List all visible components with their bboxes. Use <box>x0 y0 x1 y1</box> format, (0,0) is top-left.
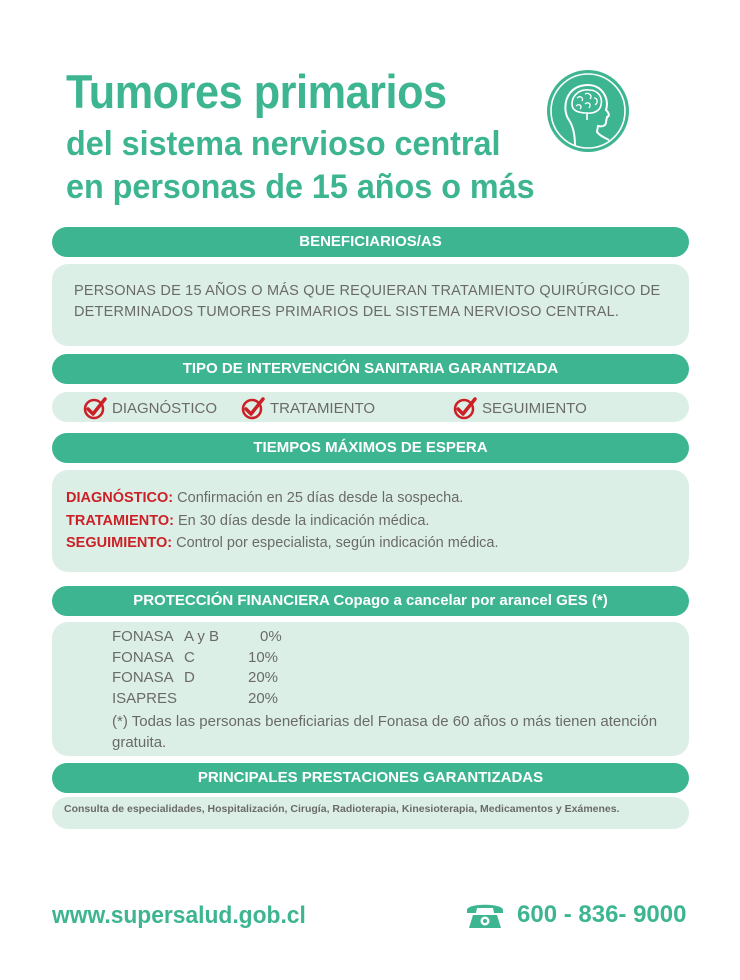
tiempos-line-tratamiento <box>66 513 429 529</box>
proteccion-row-group: C <box>184 649 195 666</box>
proteccion-row-value: 20% <box>248 669 279 686</box>
tiempos-label: SEGUIMIENTO: <box>66 535 173 551</box>
intervencion-item-label: DIAGNÓSTICO <box>112 399 218 417</box>
red-check-icon <box>240 395 266 421</box>
proteccion-row-name: FONASA <box>112 649 174 666</box>
intervencion-item-label: TRATAMIENTO <box>270 399 375 417</box>
proteccion-row-name: FONASA <box>112 628 174 645</box>
proteccion-row-value: 0% <box>260 628 282 645</box>
intervencion-item-diagnostico <box>82 395 217 421</box>
proteccion-row-group: A y B <box>184 628 220 645</box>
tiempos-text: Control por especialista, según indicación médica. <box>172 535 499 551</box>
tiempos-label: TRATAMIENTO: <box>66 513 174 529</box>
tiempos-text: Confirmación en 25 días desde la sospecha. <box>173 490 464 506</box>
tiempos-line-seguimiento <box>66 535 499 551</box>
red-check-icon <box>452 395 478 421</box>
website-link[interactable]: www.supersalud.gob.cl <box>52 902 306 929</box>
proteccion-row-name: FONASA <box>112 669 174 686</box>
red-check-icon <box>82 395 108 421</box>
proteccion-heading: PROTECCIÓN FINANCIERA Copago a cancelar por arancel GES (*) <box>52 586 689 616</box>
prestaciones-heading: PRINCIPALES PRESTACIONES GARANTIZADAS <box>52 763 689 793</box>
intervencion-item-seguimiento <box>452 395 587 421</box>
intervencion-heading: TIPO DE INTERVENCIÓN SANITARIA GARANTIZADA <box>52 354 689 384</box>
phone-contact[interactable] <box>465 900 686 930</box>
intervencion-item-tratamiento <box>240 395 375 421</box>
beneficiarios-text: PERSONAS DE 15 AÑOS O MÁS QUE REQUIERAN TRATAMIENTO QUIRÚRGICO DE DETERMINADOS TUMORES PRIMARIOS DEL SISTEMA NERVIOSO CENTRAL. <box>74 283 661 320</box>
proteccion-row-value: 20% <box>248 690 279 707</box>
prestaciones-text: Consulta de especialidades, Hospitalización, Cirugía, Radioterapia, Kinesioterapia, Medicamentos y Exámenes. <box>64 803 620 815</box>
beneficiarios-heading: BENEFICIARIOS/AS <box>52 227 689 257</box>
page-title: Tumores primarios <box>66 65 447 118</box>
telephone-icon <box>465 900 505 930</box>
proteccion-row-group: D <box>184 669 195 686</box>
tiempos-text: En 30 días desde la indicación médica. <box>173 513 430 529</box>
tiempos-heading: TIEMPOS MÁXIMOS DE ESPERA <box>52 433 689 463</box>
phone-number: 600 - 836- 9000 <box>517 901 687 928</box>
intervencion-item-label: SEGUIMIENTO <box>482 399 587 417</box>
proteccion-note: (*) Todas las personas beneficiarias del Fonasa de 60 años o más tienen atención gratuita. <box>112 713 658 751</box>
proteccion-row-name: ISAPRES <box>112 690 178 707</box>
tiempos-label: DIAGNÓSTICO: <box>66 490 174 506</box>
tiempos-line-diagnostico <box>66 490 463 506</box>
page-subtitle-line2: en personas de 15 años o más <box>66 168 535 206</box>
page-subtitle-line1: del sistema nervioso central <box>66 125 501 163</box>
head-brain-icon <box>545 68 631 154</box>
proteccion-row-value: 10% <box>248 649 279 666</box>
